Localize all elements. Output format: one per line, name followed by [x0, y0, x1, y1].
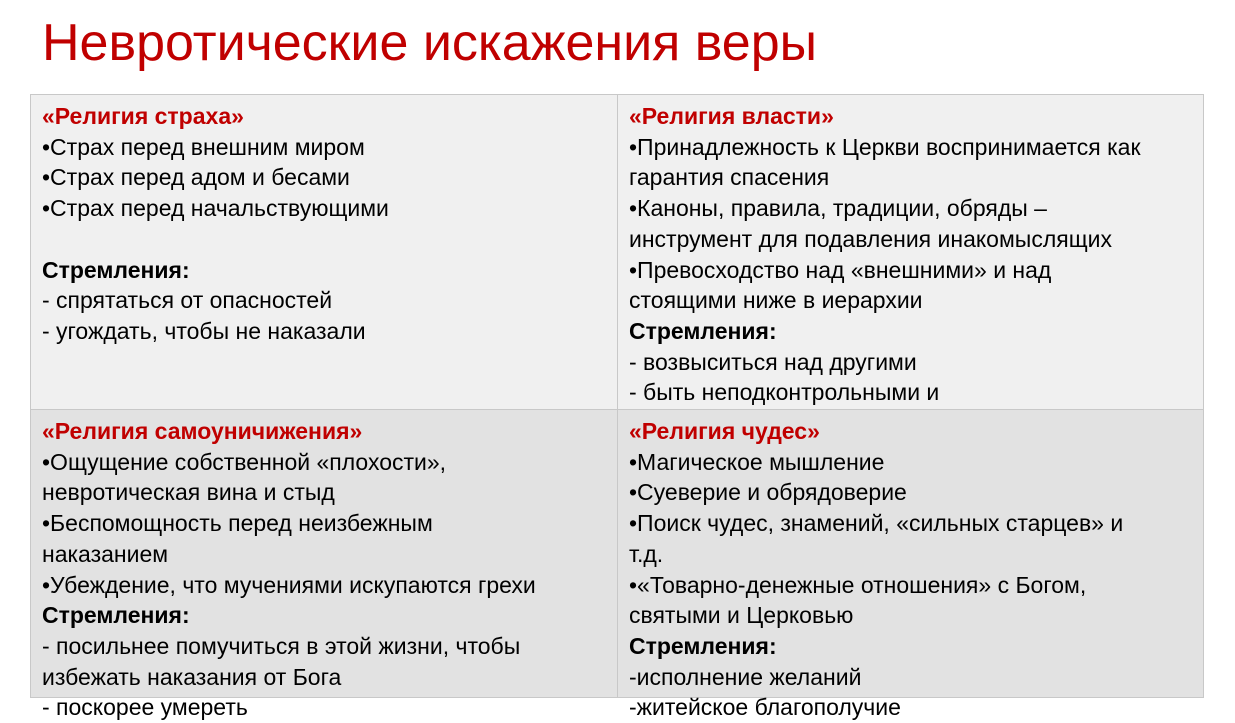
cell-religion-of-fear — [30, 94, 618, 410]
cell-religion-of-miracles — [618, 410, 1204, 721]
aspiration-item: -исполнение желаний — [629, 663, 862, 690]
cell-religion-of-power — [618, 94, 1204, 410]
slide-title: Невротические искажения веры — [42, 14, 818, 72]
aspiration-item: -житейское благополучие — [629, 694, 901, 721]
list-item: гарантия спасения — [629, 164, 830, 191]
aspiration-item: - угождать, чтобы не наказали — [42, 317, 366, 344]
aspiration-item: - поскорее умереть — [42, 694, 248, 721]
list-item: •Поиск чудес, знамений, «сильных старцев» и — [629, 510, 1124, 537]
spacer — [42, 224, 607, 255]
list-item: •Суеверие и обрядоверие — [629, 479, 907, 506]
list-item: •Принадлежность к Церкви воспринимается как — [629, 133, 1141, 160]
list-item: •Каноны, правила, традиции, обряды – — [629, 195, 1047, 222]
cell-heading: «Религия власти» — [629, 103, 834, 129]
list-item: инструмент для подавления инакомыслящих — [629, 225, 1112, 252]
content-table — [30, 94, 1204, 721]
aspiration-item: - посильнее помучиться в этой жизни, чтобы — [42, 632, 521, 659]
list-item: •Магическое мышление — [629, 448, 885, 475]
list-item: •Убеждение, что мучениями искупаются грехи — [42, 571, 536, 598]
aspiration-item: избежать наказания от Бога — [42, 663, 342, 690]
list-item: невротическая вина и стыд — [42, 479, 335, 506]
aspiration-item: - спрятаться от опасностей — [42, 287, 333, 314]
list-item: •Страх перед начальствующими — [42, 195, 389, 222]
list-item: •«Товарно-денежные отношения» с Богом, — [629, 571, 1087, 598]
list-item: т.д. — [629, 540, 664, 567]
list-item: •Страх перед внешним миром — [42, 133, 365, 160]
cell-heading: «Религия чудес» — [629, 418, 820, 444]
aspirations-label: Стремления: — [42, 602, 190, 629]
list-item: •Превосходство над «внешними» и над — [629, 256, 1052, 283]
cell-heading: «Религия страха» — [42, 103, 244, 129]
cell-religion-of-self-humiliation — [30, 410, 618, 721]
list-item: наказанием — [42, 540, 169, 567]
aspirations-label: Стремления: — [629, 317, 777, 344]
aspirations-label: Стремления: — [42, 256, 190, 283]
list-item: •Беспомощность перед неизбежным — [42, 510, 433, 537]
aspiration-item: - возвыситься над другими — [629, 348, 917, 375]
list-item: •Ощущение собственной «плохости», — [42, 448, 447, 475]
list-item: •Страх перед адом и бесами — [42, 164, 350, 191]
cell-heading: «Религия самоуничижения» — [42, 418, 363, 444]
aspiration-item: - быть неподконтрольными и — [629, 379, 940, 406]
list-item: святыми и Церковью — [629, 602, 854, 629]
aspirations-label: Стремления: — [629, 632, 777, 659]
list-item: стоящими ниже в иерархии — [629, 287, 923, 314]
